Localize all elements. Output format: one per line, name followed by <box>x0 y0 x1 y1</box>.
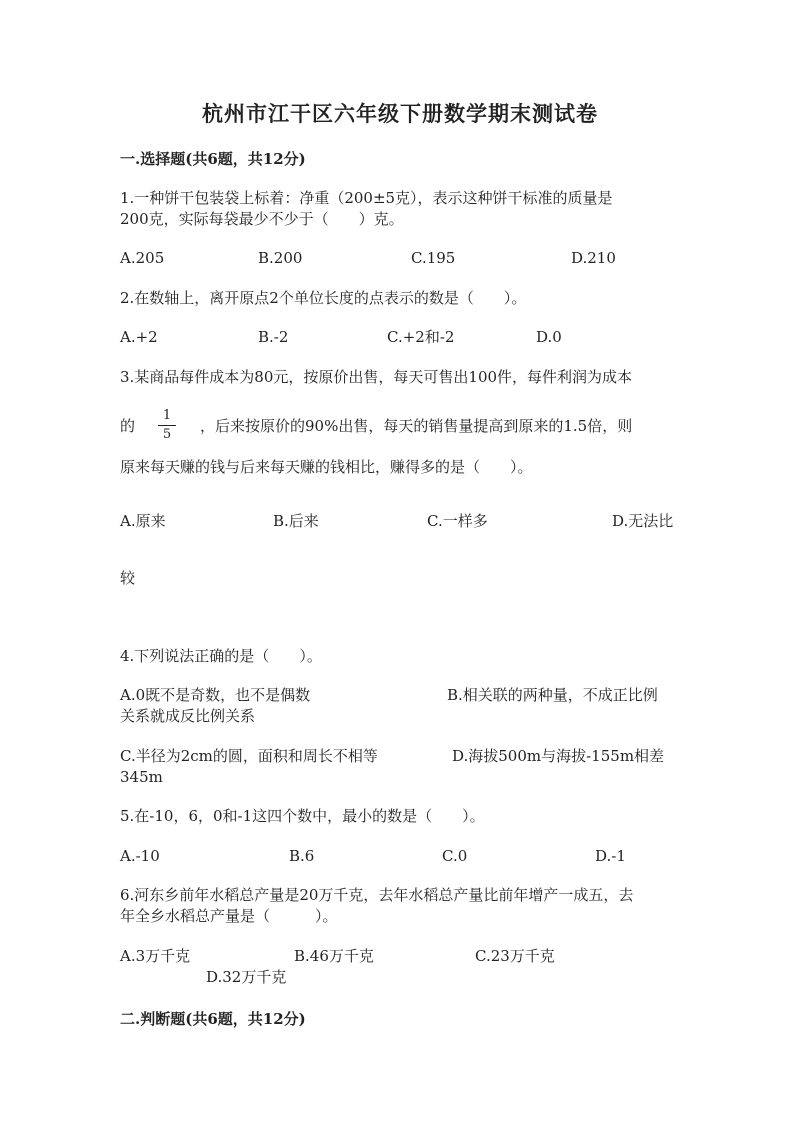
question-5-text: 5.在-10，6，0和-1这四个数中，最小的数是（ ）。 <box>120 807 485 825</box>
question-4-text: 4.下列说法正确的是（ ）。 <box>120 647 322 665</box>
q1-option-a: A.205 <box>120 249 165 267</box>
q3-option-d-cont: 较 <box>120 569 136 587</box>
q4-option-d-cont: 345m <box>120 768 163 786</box>
question-2-text: 2.在数轴上，离开原点2个单位长度的点表示的数是（ ）。 <box>120 289 527 307</box>
section-header-choice: 一.选择题(共6题，共12分) <box>120 150 306 168</box>
q5-option-c: C.0 <box>442 847 468 865</box>
q2-option-b: B.-2 <box>258 328 289 346</box>
fraction-numerator: 1 <box>158 408 176 426</box>
q2-option-a: A.+2 <box>120 328 158 346</box>
question-3-text-end: 原来每天赚的钱与后来每天赚的钱相比，赚得多的是（ ）。 <box>120 458 533 476</box>
q5-option-b: B.6 <box>289 847 315 865</box>
fraction-one-fifth <box>158 408 176 443</box>
q4-option-b: B.相关联的两种量，不成正比例 <box>447 686 658 704</box>
question-3-text: 3.某商品每件成本为80元，按原价出售，每天可售出100件，每件利润为成本 <box>120 368 633 386</box>
q4-option-b-cont: 关系就成反比例关系 <box>120 707 256 725</box>
q4-option-c: C.半径为2cm的圆，面积和周长不相等 <box>120 747 378 765</box>
question-1-text-cont: 200克，实际每袋最少不少于（ ）克。 <box>120 210 404 228</box>
q1-option-c: C.195 <box>411 249 456 267</box>
q5-option-a: A.-10 <box>120 847 160 865</box>
q4-option-d: D.海拔500m与海拔-155m相差 <box>452 747 665 765</box>
q3-option-c: C.一样多 <box>427 512 488 530</box>
question-3-text-prefix: 的 <box>120 417 136 435</box>
q3-option-a: A.原来 <box>120 512 166 530</box>
q2-option-d: D.0 <box>536 328 562 346</box>
q6-option-a: A.3万千克 <box>120 947 191 965</box>
q1-option-b: B.200 <box>258 249 303 267</box>
q4-option-a: A.0既不是奇数，也不是偶数 <box>120 686 311 704</box>
question-6-text: 6.河东乡前年水稻总产量是20万千克，去年水稻总产量比前年增产一成五，去 <box>120 886 634 904</box>
question-1-text: 1.一种饼干包装袋上标着：净重（200±5克），表示这种饼干标准的质量是 <box>120 189 613 207</box>
q6-option-d: D.32万千克 <box>206 968 287 986</box>
q3-option-b: B.后来 <box>273 512 319 530</box>
q6-option-c: C.23万千克 <box>475 947 555 965</box>
question-6-text-cont: 年全乡水稻总产量是（ ）。 <box>120 907 338 925</box>
q2-option-c: C.+2和-2 <box>387 328 455 346</box>
q6-option-b: B.46万千克 <box>294 947 374 965</box>
fraction-denominator: 5 <box>162 427 172 442</box>
section-header-judgement: 二.判断题(共6题，共12分) <box>120 1010 306 1028</box>
q3-option-d: D.无法比 <box>612 512 674 530</box>
page-title: 杭州市江干区六年级下册数学期末测试卷 <box>202 101 598 126</box>
question-3-text-cont: ，后来按原价的90%出售，每天的销售量提高到原来的1.5倍，则 <box>200 417 633 435</box>
q5-option-d: D.-1 <box>595 847 626 865</box>
q1-option-d: D.210 <box>571 249 616 267</box>
